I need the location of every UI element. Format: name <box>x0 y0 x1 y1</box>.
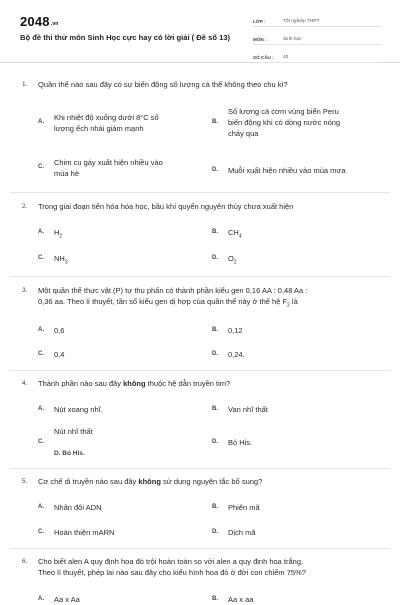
option-text: Phiên mã <box>228 503 260 512</box>
option-key: D. <box>212 255 218 261</box>
option-2a[interactable] <box>38 227 62 243</box>
question-number: 3. <box>22 287 28 294</box>
question-2 <box>22 201 386 212</box>
meta-value: 40 <box>283 55 289 60</box>
option-text: 0,6 <box>54 326 65 335</box>
option-3b[interactable] <box>212 325 243 336</box>
option-5a[interactable] <box>38 502 102 513</box>
site-logo[interactable] <box>20 14 59 29</box>
option-2b[interactable] <box>212 227 242 243</box>
option-text: $H_2$ <box>54 228 63 240</box>
divider <box>10 370 390 371</box>
meta-row-count <box>253 49 381 63</box>
option-1d[interactable] <box>212 165 387 176</box>
option-key: C. <box>38 255 44 261</box>
emphasis-not: không <box>138 477 161 486</box>
meta-key: MÔN : <box>253 37 267 42</box>
meta-value: Tốt nghiệp THPT <box>283 19 320 24</box>
option-4d[interactable] <box>212 437 252 448</box>
option-key: A. <box>38 406 44 412</box>
option-key: D. <box>212 167 218 173</box>
option-text: Khi nhiệt độ xuống dưới 8°C số lượng ếch nhái giảm mạnh <box>54 113 159 133</box>
question-1 <box>22 79 386 90</box>
option-4a[interactable] <box>38 404 103 415</box>
option-5d[interactable] <box>212 527 256 538</box>
option-key: B. <box>212 229 218 235</box>
option-key: A. <box>38 119 44 125</box>
option-text: $NH_3$ <box>54 254 68 266</box>
option-key: D. <box>212 439 218 445</box>
option-key: A. <box>38 327 44 333</box>
logo-suffix: .vn <box>50 21 59 27</box>
header <box>0 0 400 63</box>
option-key: D. <box>212 529 218 535</box>
option-text: Số lượng cá cơm vùng biển Peru biến động khi có dòng nước nóng chảy qua <box>228 107 341 138</box>
option-key: B. <box>212 596 218 602</box>
option-key: B. <box>212 406 218 412</box>
question-5 <box>22 476 386 487</box>
question-text: Một quần thể thực vật (P) tự thụ phấn có thành phần kiểu gen 0,16 AA : 0,48 Aa : 0,36 aa. Theo lí thuyết, tần số kiểu gen dị hợp của quần thể này ở thế hệ $F_2$ là <box>38 286 308 309</box>
option-key: C. <box>38 529 44 535</box>
divider <box>10 276 390 277</box>
emphasis-not: không <box>123 379 146 388</box>
option-key: D. <box>212 351 218 357</box>
option-key: C. <box>38 351 44 357</box>
page-title: Bộ đề thi thử môn Sinh Học cực hay có lời giải ( Đề số 13) <box>20 33 231 42</box>
question-text: Thành phần nào sau đây không thuộc hệ dẫn truyền tim? <box>38 379 231 388</box>
question-text: Quần thể nào sau đây có sự biến động số lượng cá thể không theo chu kì? <box>38 80 288 89</box>
exam-meta <box>253 13 381 67</box>
option-5b[interactable] <box>212 502 260 513</box>
question-number: 6. <box>22 558 28 565</box>
option-text: Van nhĩ thất <box>228 405 268 414</box>
question-number: 1. <box>22 81 28 88</box>
meta-key: LỚP : <box>253 19 266 24</box>
option-text: Muỗi xuất hiện nhiều vào mùa mưa <box>228 166 346 175</box>
option-text: Aa x Aa <box>54 595 80 604</box>
meta-row-class <box>253 13 381 27</box>
option-key: B. <box>212 327 218 333</box>
question-4 <box>22 378 386 389</box>
question-number: 4. <box>22 380 28 387</box>
option-text: 0,24. <box>228 350 245 359</box>
question-6 <box>22 556 386 578</box>
logo-text: 2048 <box>20 14 50 29</box>
option-text: $CH_4$ <box>228 228 242 240</box>
option-3c[interactable] <box>38 349 64 360</box>
option-key: B. <box>212 119 218 125</box>
divider <box>10 192 390 193</box>
divider <box>10 468 390 469</box>
option-4c[interactable] <box>38 426 188 459</box>
option-text: 0,4 <box>54 350 65 359</box>
question-text: Trong giai đoạn tiến hóa hóa học, bầu khí quyển nguyên thủy chưa xuất hiện <box>38 202 294 211</box>
meta-key: SỐ CÂU : <box>253 55 274 60</box>
option-key: A. <box>38 596 44 602</box>
option-2c[interactable] <box>38 253 68 269</box>
question-3 <box>22 285 386 312</box>
option-text: Bó His. <box>228 438 253 447</box>
option-1a[interactable] <box>38 112 198 134</box>
option-2d[interactable] <box>212 253 237 269</box>
question-number: 2. <box>22 203 28 210</box>
option-1b[interactable] <box>212 106 382 139</box>
option-key: B. <box>212 504 218 510</box>
option-text: Nút xoang nhĩ. <box>54 405 103 414</box>
option-key: A. <box>38 504 44 510</box>
option-3a[interactable] <box>38 325 64 336</box>
option-3d[interactable] <box>212 349 245 360</box>
option-text: Nút nhĩ thất D. Bó His. <box>54 427 93 457</box>
option-4b[interactable] <box>212 404 268 415</box>
option-key: A. <box>38 229 44 235</box>
option-text: Aa x aa <box>228 595 254 604</box>
option-key: C. <box>38 164 44 170</box>
question-text: Cho biết alen A quy định hoa đỏ trội hoàn toàn so với alen a quy định hoa trắng. Theo lí thuyết, phép lai nào sau đây cho kiểu hình hoa đỏ ở đời con chiếm 75%? <box>38 557 306 577</box>
option-1c[interactable] <box>38 157 198 179</box>
divider <box>10 548 390 549</box>
option-text: Chim cu gáy xuất hiện nhiều vào mùa hè <box>54 158 163 178</box>
option-key: C. <box>38 439 44 445</box>
option-text: $O_2$ <box>228 254 237 266</box>
option-text: Hoàn thiện mARN <box>54 528 115 537</box>
question-text: Cơ chế di truyền nào sau đây không sử dụng nguyên tắc bổ sung? <box>38 477 263 486</box>
option-5c[interactable] <box>38 527 114 538</box>
stray-option-text: D. Bó His. <box>54 450 85 457</box>
option-text: 0,12 <box>228 326 243 335</box>
meta-row-subject <box>253 31 381 45</box>
meta-value: Sinh học <box>283 37 302 42</box>
option-text: Dịch mã <box>228 528 256 537</box>
option-text: Nhân đôi ADN <box>54 503 102 512</box>
question-number: 5. <box>22 478 28 485</box>
